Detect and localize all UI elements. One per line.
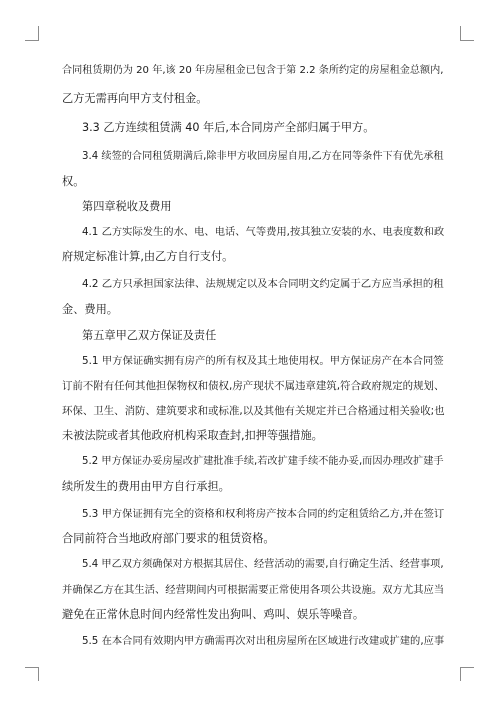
body-line: 金、费用。	[62, 303, 118, 316]
crop-mark-bottom-left-horizontal	[25, 667, 39, 668]
body-line: 5.1 甲方保证确实拥有房产的所有权及其土地使用权。甲方保证房产在本合同签	[82, 355, 444, 367]
body-line: 合同前符合当地政府部门要求的租赁资格。	[62, 532, 275, 545]
crop-mark-bottom-right-horizontal	[460, 667, 474, 668]
body-line: 避免在正常休息时间内经常性发出狗叫、鸡叫、娱乐等噪音。	[62, 608, 365, 621]
crop-mark-top-left-vertical	[38, 26, 39, 40]
crop-mark-top-right-vertical	[460, 26, 461, 40]
body-line: 3.4 续签的合同租赁期满后,除非甲方收回房屋自用,乙方在同等条件下有优先承租	[82, 151, 444, 162]
crop-mark-bottom-right-vertical	[460, 667, 461, 681]
body-line: 续所发生的费用由甲方自行承担。	[62, 480, 230, 493]
body-line: 5.2 甲方保证办妥房屋改扩建批准手续,若改扩建手续不能办妥,而因办理改扩建手	[82, 456, 444, 467]
body-line: 4.1 乙方实际发生的水、电、电话、气等费用,按其独立安装的水、电表度数和政	[82, 226, 445, 238]
body-line: 3.3 乙方连续租赁满 40 年后,本合同房产全部归属于甲方。	[82, 121, 375, 134]
crop-mark-bottom-left-vertical	[38, 667, 39, 681]
body-line: 乙方无需再向甲方支付租金。	[62, 92, 208, 105]
body-line: 5.4 甲乙双方须确保对方根据其居住、经营活动的需要,自行确定生活、经营事项,	[82, 559, 444, 570]
body-line: 订前不附有任何其他担保物权和债权,房产现状不属违章建筑,符合政府规定的规划、	[62, 380, 445, 392]
body-line: 并确保乙方在其生活、经营期间内可根据需要正常使用各项公共设施。双方尤其应当	[62, 584, 445, 596]
body-line: 5.5 在本合同有效期内甲方确需再次对出租房屋所在区域进行改建或扩建的,应事	[82, 635, 445, 647]
crop-mark-top-right-horizontal	[460, 40, 474, 41]
body-line: 未被法院或者其他政府机构采取查封,扣押等强措施。	[62, 429, 323, 442]
body-line: 合同租赁期仍为 20 年,该 20 年房屋租金已包含于第 2.2 条所约定的房屋租金总额内,	[62, 65, 444, 76]
body-line: 环保、卫生、消防、建筑要求和或标准,以及其他有关规定并已合格通过相关验收;也	[62, 405, 445, 417]
crop-mark-top-left-horizontal	[25, 40, 39, 41]
section-heading: 第四章税收及费用	[82, 200, 172, 213]
body-line: 权。	[62, 175, 85, 188]
section-heading: 第五章甲乙双方保证及责任	[82, 329, 217, 342]
body-line: 5.3 甲方保证拥有完全的资格和权利将房产按本合同的约定租赁给乙方,并在签订	[82, 508, 445, 520]
body-line: 4.2 乙方只承担国家法律、法规规定以及本合同明文约定属于乙方应当承担的租	[82, 278, 444, 290]
body-line: 府规定标准计算,由乙方自行支付。	[62, 250, 234, 263]
